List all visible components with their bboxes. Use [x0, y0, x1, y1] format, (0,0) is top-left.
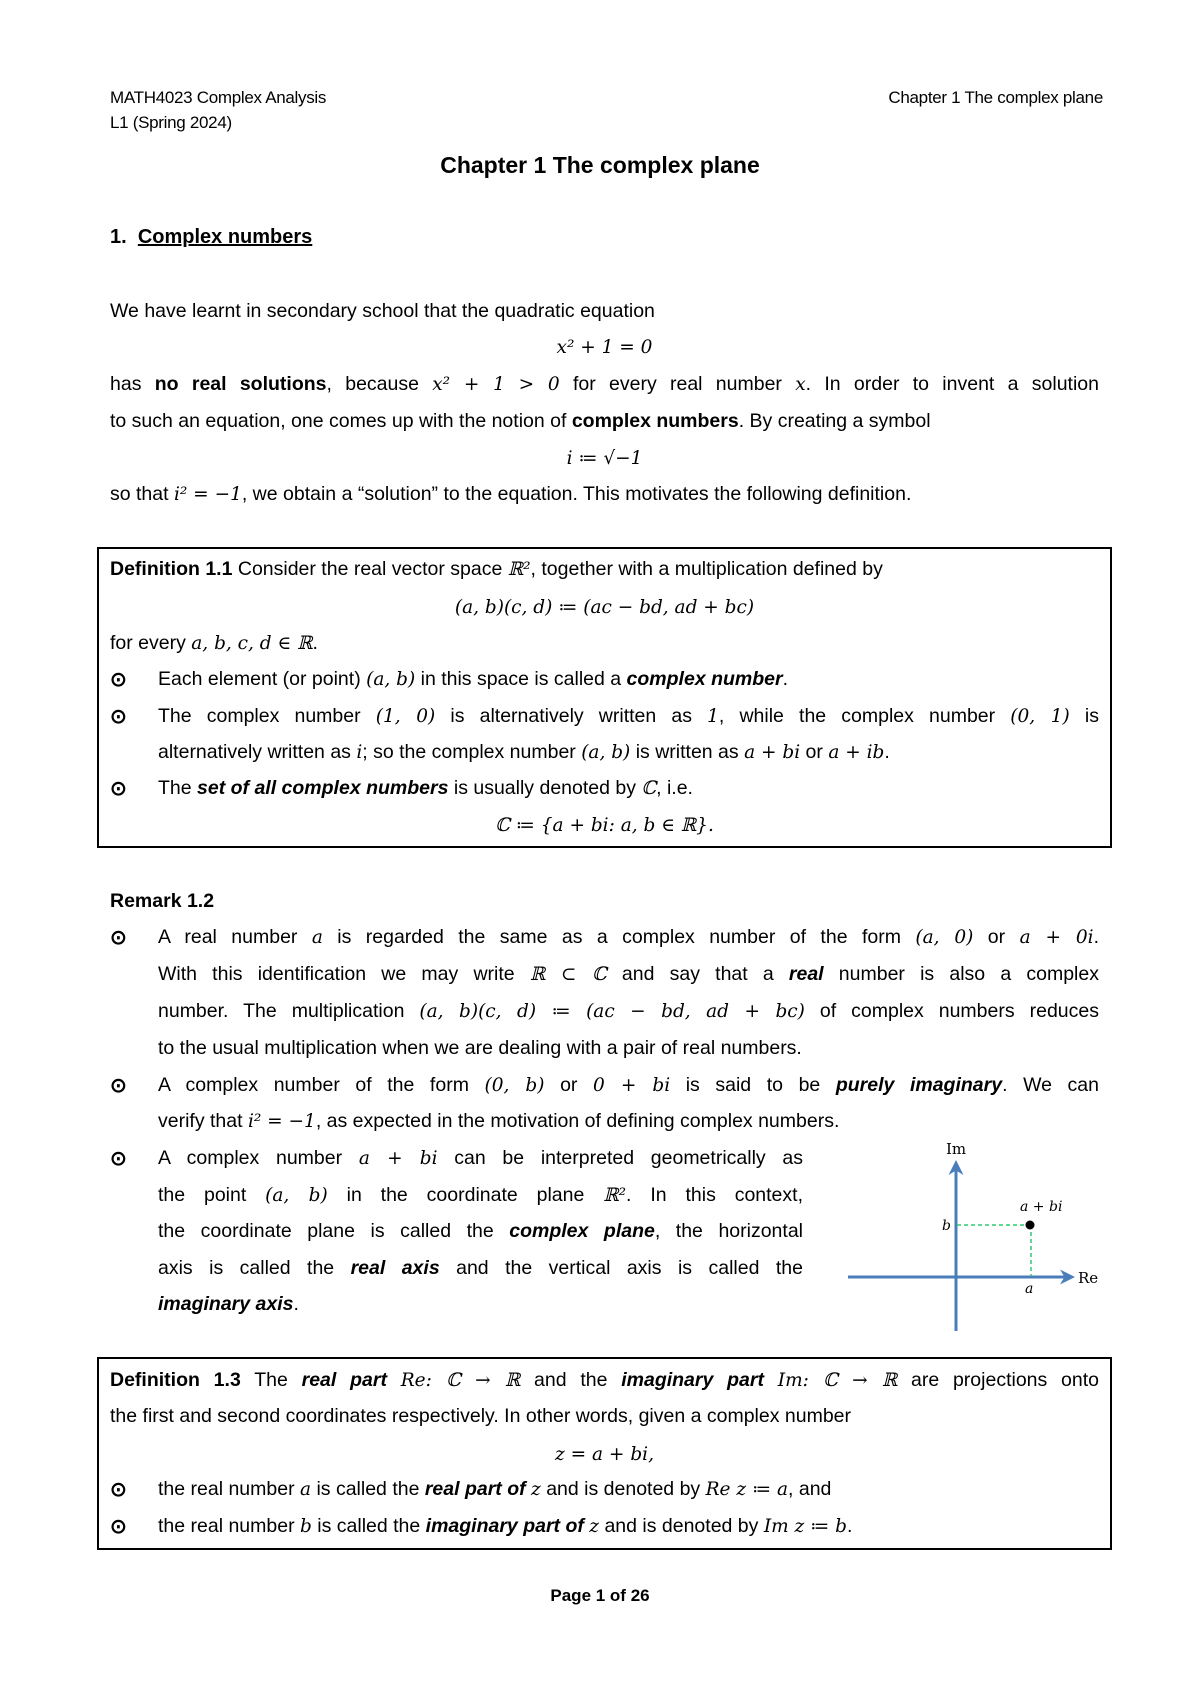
text-run: the real number: [158, 1515, 300, 1537]
text-run: . By creating a symbol: [738, 410, 931, 432]
math-expression: (a, 0): [915, 927, 974, 948]
bullet-icon: ⊙: [110, 1479, 127, 1501]
math-expression: (a, b): [366, 669, 416, 690]
text-run: .: [847, 1515, 853, 1537]
text-run: [387, 1369, 401, 1391]
text-run: . In this context,: [626, 1184, 803, 1206]
text-run: .: [782, 668, 789, 690]
emphasis-text: set of all complex numbers: [197, 777, 449, 799]
emphasis-text: imaginary part: [621, 1369, 764, 1391]
math-expression: x² + 1 > 0: [432, 374, 560, 395]
text-run: in the coordinate plane: [327, 1184, 604, 1206]
math-expression: (0, b): [484, 1075, 545, 1096]
text-run: . In order to invent a solution: [805, 373, 1099, 395]
emphasis-text: real part of: [424, 1478, 532, 1500]
text-run: is alternatively written as: [435, 705, 708, 727]
bullet-line: [158, 1514, 1099, 1539]
math-expression: z: [589, 1516, 600, 1537]
section-title: Complex numbers: [137, 226, 313, 248]
emphasis-text: no real solutions: [154, 373, 327, 395]
math-expression: a: [311, 927, 323, 948]
math-expression: a + bi: [358, 1148, 438, 1169]
header-term: L1 (Spring 2024): [110, 113, 232, 132]
math-expression: x: [795, 374, 806, 395]
text-run: for every: [110, 632, 192, 654]
text-run: , i.e.: [656, 777, 693, 799]
emphasis-text: Definition 1.3: [110, 1369, 241, 1391]
text-run: .: [312, 632, 318, 654]
math-expression: 0 + bi: [593, 1075, 671, 1096]
math-expression: i ≔ √−1: [566, 448, 643, 469]
math-expression: x² + 1 = 0: [556, 337, 653, 358]
text-run: is usually denoted by: [448, 777, 642, 799]
bullet-icon: ⊙: [110, 1075, 127, 1097]
math-expression: a: [300, 1479, 312, 1500]
page-title: Chapter 1 The complex plane: [440, 152, 760, 178]
text-run: or: [973, 926, 1020, 948]
emphasis-text: Remark 1.2: [110, 890, 215, 912]
text-run: is regarded the same as a complex number of the form: [322, 926, 916, 948]
text-run: or: [800, 741, 829, 763]
equation: [110, 1442, 1099, 1467]
math-expression: ℝ²: [603, 1185, 627, 1206]
math-expression: (a, b)(c, d) ≔ (ac − bd, ad + bc): [419, 1001, 805, 1022]
definition-line: [110, 1404, 1099, 1428]
text-run: Each element (or point): [158, 668, 367, 690]
text-run: is said to be: [670, 1074, 836, 1096]
text-run: and is denoted by: [599, 1515, 764, 1537]
text-run: is called the: [311, 1515, 426, 1537]
emphasis-text: complex number: [626, 668, 783, 690]
emphasis-text: real axis: [350, 1257, 440, 1279]
math-expression: Re: ℂ → ℝ: [400, 1370, 521, 1391]
text-run: , we obtain a “solution” to the equation. This motivates the following definition.: [241, 483, 912, 505]
text-run: A complex number: [158, 1147, 359, 1169]
text-run: number is also a complex: [823, 963, 1099, 985]
text-run: for every real number: [559, 373, 796, 395]
text-run: or: [544, 1074, 593, 1096]
text-run: .: [884, 741, 890, 763]
emphasis-text: complex plane: [509, 1220, 655, 1242]
text-run: alternatively written as: [158, 741, 357, 763]
math-expression: (0, 1): [1010, 706, 1070, 727]
text-run: to the usual multiplication when we are dealing with a pair of real numbers.: [158, 1037, 802, 1059]
bullet-line: [158, 1477, 1099, 1502]
math-expression: i² = −1: [247, 1111, 316, 1132]
text-run: The: [240, 1369, 302, 1391]
text-run: so that: [110, 483, 174, 505]
text-run: to such an equation, one comes up with the notion of: [110, 410, 572, 432]
text-run: of complex numbers reduces: [804, 1000, 1099, 1022]
a-label: a: [1025, 1281, 1034, 1297]
text-run: has: [110, 373, 155, 395]
bullet-icon: ⊙: [110, 1516, 127, 1538]
text-run: , as expected in the motivation of defining complex numbers.: [315, 1110, 840, 1132]
text-run: A real number: [158, 926, 312, 948]
text-run: are projections onto: [897, 1369, 1099, 1391]
text-run: The: [158, 777, 198, 799]
text-run: the first and second coordinates respectively. In other words, given a complex number: [110, 1405, 852, 1427]
emphasis-text: purely imaginary: [835, 1074, 1003, 1096]
bullet-icon: ⊙: [110, 1148, 127, 1170]
text-run: the point: [158, 1184, 266, 1206]
math-expression: a + bi: [744, 742, 801, 763]
text-run: is written as: [630, 741, 745, 763]
math-expression: z = a + bi,: [555, 1444, 654, 1465]
text-run: the real number: [158, 1478, 300, 1500]
math-expression: (a, b): [265, 1185, 328, 1206]
bullet-icon: ⊙: [110, 778, 127, 800]
text-run: number. The multiplication: [158, 1000, 420, 1022]
text-run: , and: [788, 1478, 832, 1500]
math-expression: 1: [707, 706, 719, 727]
re-label: Re: [1078, 1269, 1099, 1287]
math-expression: a, b, c, d ∈ ℝ: [191, 633, 313, 654]
text-run: and is denoted by: [540, 1478, 706, 1500]
im-label: Im: [946, 1140, 967, 1158]
emphasis-text: real part: [301, 1369, 387, 1391]
definition-line: [110, 1368, 1099, 1393]
emphasis-text: imaginary part of: [425, 1515, 590, 1537]
header-chapter: Chapter 1 The complex plane: [888, 88, 1103, 107]
math-expression: b: [300, 1516, 312, 1537]
text-run: verify that: [158, 1110, 248, 1132]
emphasis-text: complex numbers: [571, 410, 739, 432]
text-run: With this identification we may write: [158, 963, 530, 985]
bullet-icon: ⊙: [110, 669, 127, 691]
text-run: [764, 1369, 778, 1391]
text-run: the coordinate plane is called the: [158, 1220, 510, 1242]
text-run: ; so the complex number: [362, 741, 582, 763]
point-label: a + bi: [1020, 1199, 1063, 1215]
text-run: .: [1093, 926, 1099, 948]
section-number: 1.: [110, 226, 127, 248]
math-expression: Re z ≔ a: [705, 1479, 789, 1500]
text-run: , the horizontal: [654, 1220, 803, 1242]
text-run: Consider the real vector space: [232, 558, 508, 580]
math-expression: (1, 0): [375, 706, 436, 727]
text-run: is: [1069, 705, 1099, 727]
math-expression: (a, b)(c, d) ≔ (ac − bd, ad + bc): [454, 597, 755, 618]
text-run: can be interpreted geometrically as: [437, 1147, 803, 1169]
math-expression: (a, b): [581, 742, 631, 763]
math-expression: ℂ ≔ {a + bi: a, b ∈ ℝ}.: [495, 815, 714, 836]
math-expression: Im: ℂ → ℝ: [777, 1370, 898, 1391]
emphasis-text: imaginary axis: [158, 1293, 294, 1315]
math-expression: a + ib: [828, 742, 885, 763]
math-expression: i: [356, 742, 363, 763]
text-run: is called the: [311, 1478, 425, 1500]
b-label: b: [942, 1218, 951, 1234]
text-run: A complex number of the form: [158, 1074, 485, 1096]
math-expression: i² = −1: [173, 484, 242, 505]
bullet-icon: ⊙: [110, 706, 127, 728]
bullet-icon: ⊙: [110, 927, 127, 949]
math-expression: z: [531, 1479, 541, 1500]
text-run: . We can: [1002, 1074, 1099, 1096]
text-run: and the vertical axis is called the: [439, 1257, 803, 1279]
text-run: We have learnt in secondary school that the quadratic equation: [110, 300, 655, 322]
text-run: , together with a multiplication defined by: [530, 558, 883, 580]
math-expression: a + 0i: [1019, 927, 1094, 948]
text-run: in this space is called a: [415, 668, 627, 690]
emphasis-text: real: [788, 963, 824, 985]
text-run: and say that a: [606, 963, 789, 985]
text-run: axis is called the: [158, 1257, 351, 1279]
point-marker: [1026, 1221, 1035, 1230]
text-run: .: [293, 1293, 299, 1315]
math-expression: Im z ≔ b: [763, 1516, 848, 1537]
emphasis-text: Definition 1.1: [110, 558, 233, 580]
text-run: and the: [520, 1369, 622, 1391]
text-run: , because: [326, 373, 433, 395]
math-expression: ℂ: [641, 778, 657, 799]
header-course: MATH4023 Complex Analysis: [110, 88, 327, 107]
page-number: Page 1 of 26: [550, 1586, 650, 1605]
text-run: , while the complex number: [718, 705, 1011, 727]
math-expression: ℝ ⊂ ℂ: [529, 964, 607, 985]
math-expression: ℝ²: [507, 559, 531, 580]
text-run: The complex number: [158, 705, 376, 727]
